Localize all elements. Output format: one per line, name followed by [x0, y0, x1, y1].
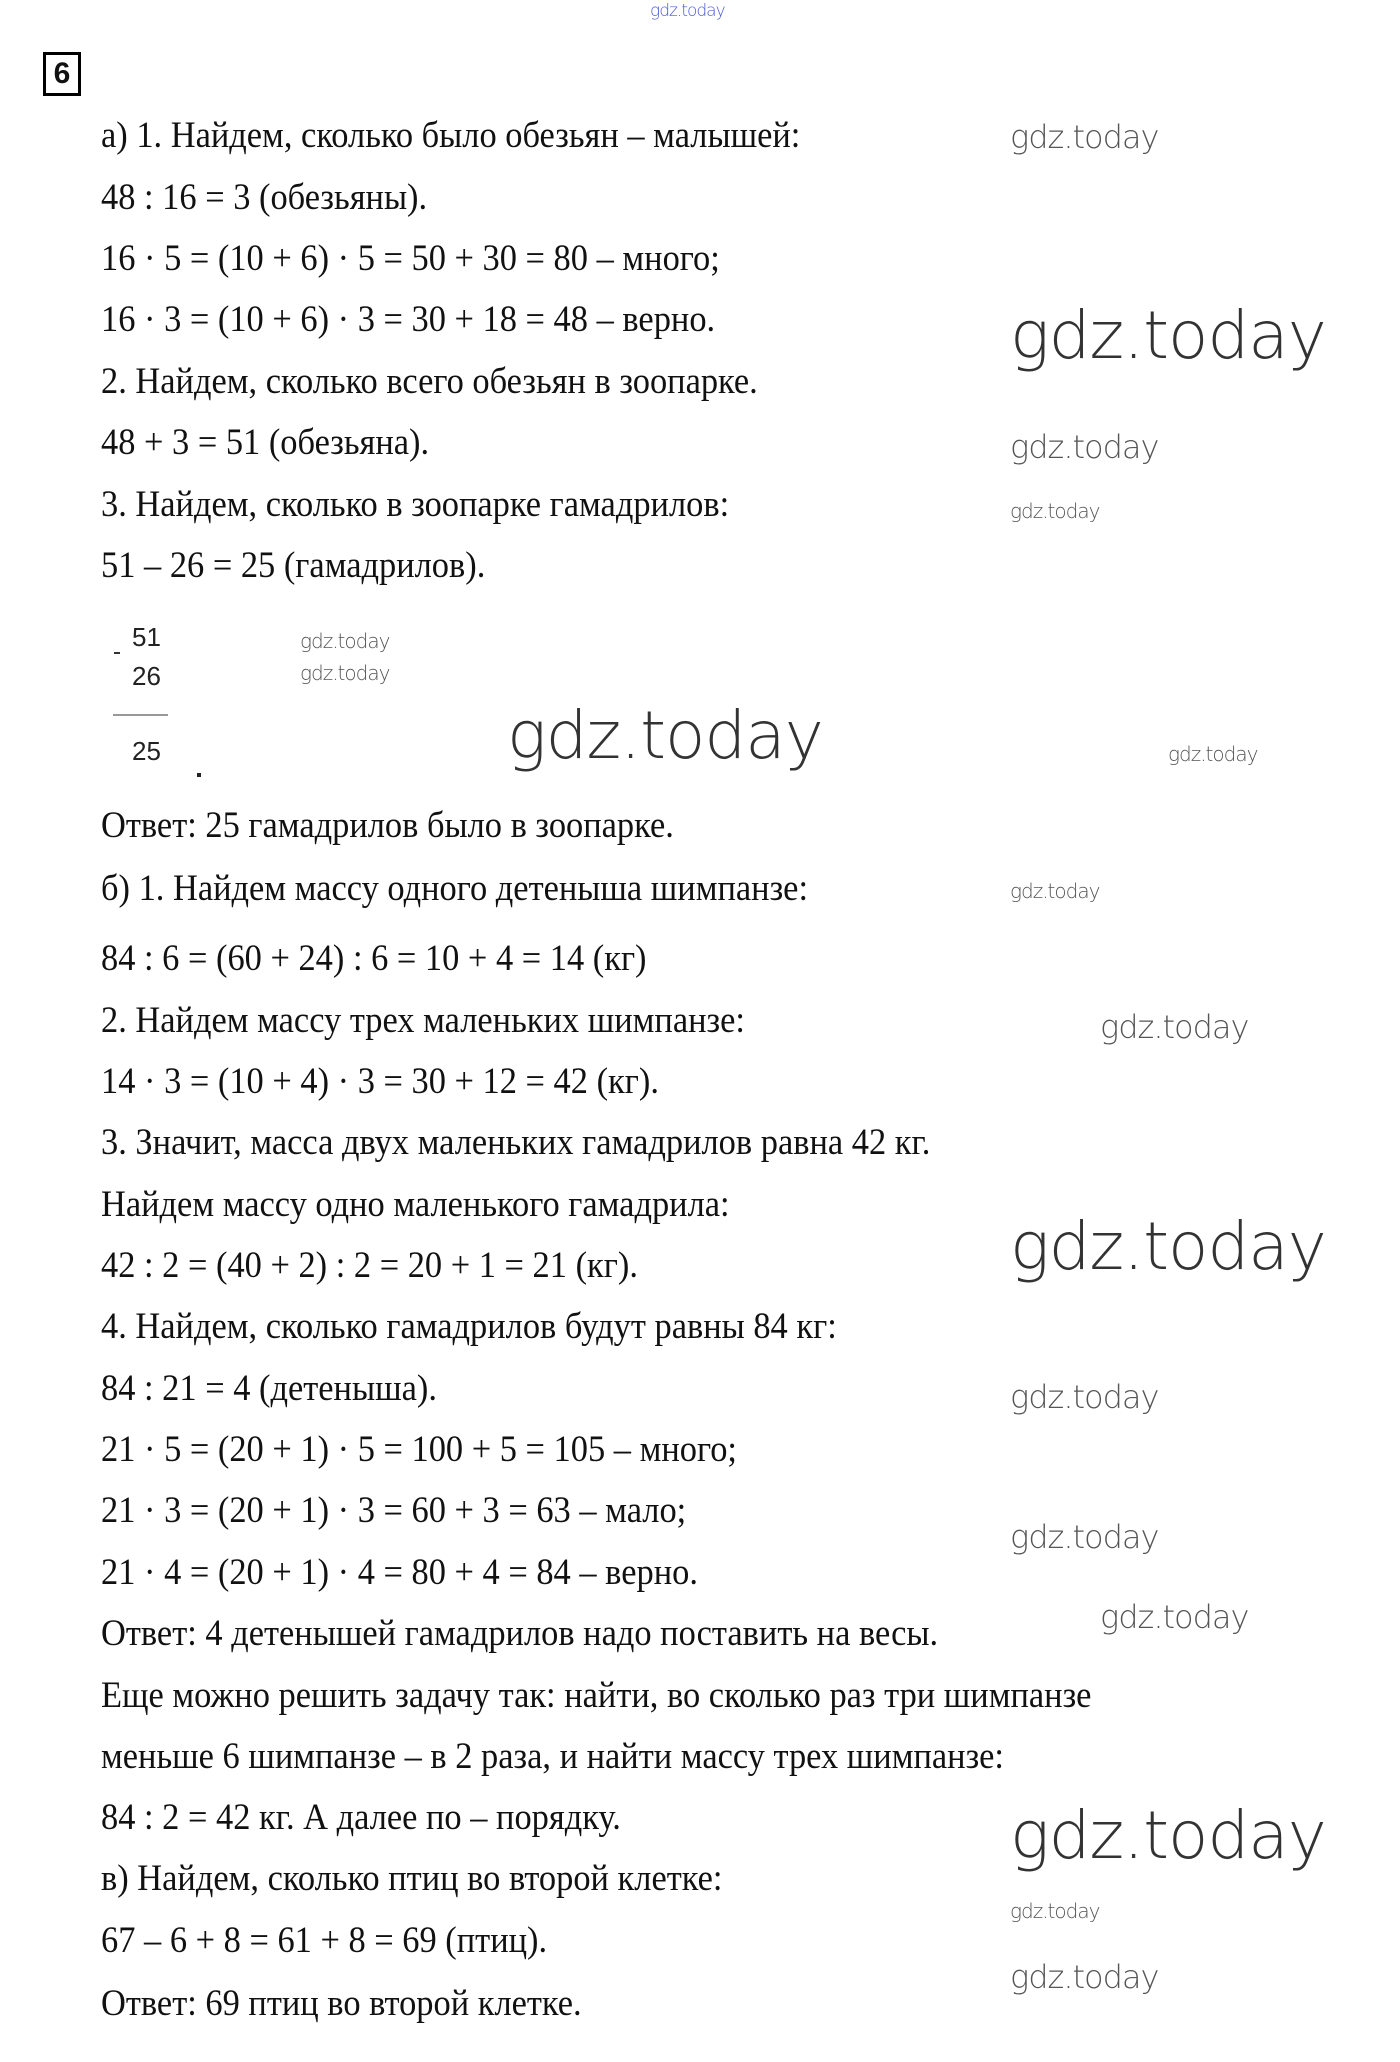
answer-line: Ответ: 69 птиц во второй клетке. — [101, 1983, 582, 2024]
text-line: 67 – 6 + 8 = 61 + 8 = 69 (птиц). — [101, 1920, 548, 1961]
watermark: gdz.today — [1100, 1598, 1249, 1636]
text-line: 51 – 26 = 25 (гамадрилов). — [101, 545, 486, 586]
watermark: gdz.today — [1100, 1008, 1249, 1046]
watermark: gdz.today — [1010, 1899, 1100, 1923]
watermark: gdz.today — [1010, 1797, 1326, 1874]
watermark: gdz.today — [1010, 1958, 1159, 1996]
watermark: gdz.today — [300, 629, 390, 653]
text-line: 84 : 21 = 4 (детеныша). — [101, 1368, 437, 1409]
text-line: 48 : 16 = 3 (обезьяны). — [101, 177, 428, 218]
text-line: б) 1. Найдем массу одного детеныша шимпанзе: — [101, 868, 809, 909]
watermark: gdz.today — [1010, 1378, 1159, 1416]
task-number: 6 — [43, 52, 81, 96]
text-line: 84 : 6 = (60 + 24) : 6 = 10 + 4 = 14 (кг) — [101, 938, 647, 979]
watermark: gdz.today — [1010, 499, 1100, 523]
watermark: gdz.today — [1010, 118, 1159, 156]
watermark: gdz.today — [1010, 1208, 1326, 1285]
watermark: gdz.today — [1010, 297, 1326, 374]
text-line: Найдем массу одно маленького гамадрила: — [101, 1184, 730, 1225]
text-line: 2. Найдем, сколько всего обезьян в зоопарке. — [101, 361, 758, 402]
minus-sign — [114, 652, 120, 654]
column-subtrahend: 26 — [132, 661, 161, 691]
text-line: 4. Найдем, сколько гамадрилов будут равны 84 кг: — [101, 1306, 837, 1347]
text-line: 42 : 2 = (40 + 2) : 2 = 20 + 1 = 21 (кг). — [101, 1245, 638, 1286]
text-line: в) Найдем, сколько птиц во второй клетке: — [101, 1858, 723, 1899]
text-line: 21 · 5 = (20 + 1) · 5 = 100 + 5 = 105 – много; — [101, 1429, 738, 1470]
text-line: 2. Найдем массу трех маленьких шимпанзе: — [101, 1000, 745, 1041]
text-line: 14 · 3 = (10 + 4) · 3 = 30 + 12 = 42 (кг). — [101, 1061, 659, 1102]
column-rule — [113, 714, 168, 716]
watermark: gdz.today — [650, 1, 725, 21]
period-mark — [197, 773, 201, 777]
watermark: gdz.today — [1010, 428, 1159, 466]
answer-line: Ответ: 4 детенышей гамадрилов надо поставить на весы. — [101, 1613, 939, 1654]
text-line: 84 : 2 = 42 кг. А далее по – порядку. — [101, 1797, 621, 1838]
text-line: 3. Найдем, сколько в зоопарке гамадрилов: — [101, 484, 730, 525]
text-line: 16 · 3 = (10 + 6) · 3 = 30 + 18 = 48 – верно. — [101, 299, 716, 340]
watermark: gdz.today — [1168, 742, 1258, 766]
watermark: gdz.today — [1010, 879, 1100, 903]
text-line: 21 · 3 = (20 + 1) · 3 = 60 + 3 = 63 – мало; — [101, 1490, 687, 1531]
text-line: Еще можно решить задачу так: найти, во сколько раз три шимпанзе — [101, 1675, 1092, 1716]
answer-line: Ответ: 25 гамадрилов было в зоопарке. — [101, 805, 674, 846]
text-line: 21 · 4 = (20 + 1) · 4 = 80 + 4 = 84 – верно. — [101, 1552, 698, 1593]
text-line: 48 + 3 = 51 (обезьяна). — [101, 422, 430, 463]
column-result: 25 — [132, 736, 161, 766]
watermark: gdz.today — [1010, 1518, 1159, 1556]
watermark: gdz.today — [507, 697, 823, 774]
text-line: меньше 6 шимпанзе – в 2 раза, и найти массу трех шимпанзе: — [101, 1736, 1005, 1777]
text-line: а) 1. Найдем, сколько было обезьян – малышей: — [101, 115, 801, 156]
column-minuend: 51 — [132, 622, 161, 652]
text-line: 3. Значит, масса двух маленьких гамадрилов равна 42 кг. — [101, 1122, 931, 1163]
watermark: gdz.today — [300, 661, 390, 685]
text-line: 16 · 5 = (10 + 6) · 5 = 50 + 30 = 80 – много; — [101, 238, 720, 279]
